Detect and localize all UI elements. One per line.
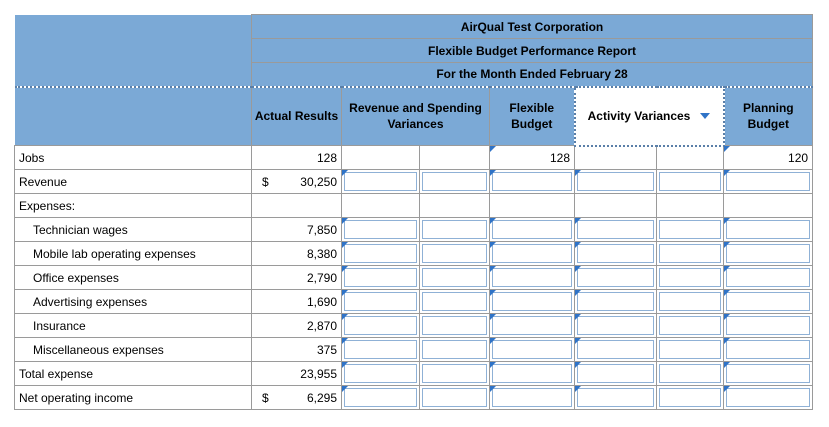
column-header-row [15,87,813,146]
plan-revenue-input[interactable] [724,170,813,194]
table-row [15,386,813,410]
row-label-total-expense: Total expense [15,362,252,386]
chevron-down-icon [700,113,710,119]
table-row [15,194,813,218]
period-row [15,63,813,87]
table-row [15,314,813,338]
activity-variances-label: Activity Variances [587,109,691,123]
table-row [15,338,813,362]
rev-var-amount-input[interactable] [342,170,420,194]
rev-var-type-input[interactable] [420,170,490,194]
row-label-misc: Miscellaneous expenses [15,338,252,362]
row-label-office: Office expenses [15,266,252,290]
input-flag-icon [724,146,730,152]
flex-revenue-input[interactable] [490,170,575,194]
actual-office: 2,790 [252,266,342,290]
col-revenue-spending-variances: Revenue and Spending Variances [342,87,490,146]
row-label-mobile-lab: Mobile lab operating expenses [15,242,252,266]
actual-mobile-lab: 8,380 [252,242,342,266]
act-var-amount-input[interactable] [575,170,657,194]
table-row [15,146,813,170]
actual-insurance: 2,870 [252,314,342,338]
row-label-revenue: Revenue [15,170,252,194]
actual-noi: $ 6,295 [252,386,342,410]
input-flag-icon [490,146,496,152]
title-row [15,39,813,63]
report-period: For the Month Ended February 28 [252,63,813,87]
planning-jobs: 120 [724,146,813,170]
company-name: AirQual Test Corporation [252,15,813,39]
actual-total-expense: 23,955 [252,362,342,386]
table-row [15,362,813,386]
row-label-advertising: Advertising expenses [15,290,252,314]
flexible-jobs: 128 [490,146,575,170]
act-var-type-input[interactable] [657,170,724,194]
row-label-expenses: Expenses: [15,194,252,218]
row-label-insurance: Insurance [15,314,252,338]
report-title: Flexible Budget Performance Report [252,39,813,63]
row-label-jobs: Jobs [15,146,252,170]
company-row [15,15,813,39]
actual-jobs: 128 [252,146,342,170]
col-planning-budget: Planning Budget [724,87,813,146]
table-row [15,218,813,242]
actual-technician-wages: 7,850 [252,218,342,242]
table-row [15,170,813,194]
table-row [15,266,813,290]
table-row [15,290,813,314]
row-label-technician-wages: Technician wages [15,218,252,242]
row-label-noi: Net operating income [15,386,252,410]
actual-misc: 375 [252,338,342,362]
actual-revenue: $ 30,250 [252,170,342,194]
table-row [15,242,813,266]
activity-variances-dropdown[interactable] [575,87,724,146]
col-flexible-budget: Flexible Budget [490,87,575,146]
col-actual-results: Actual Results [252,87,342,146]
report-table [14,14,813,410]
performance-report-sheet [14,14,809,410]
actual-advertising: 1,690 [252,290,342,314]
